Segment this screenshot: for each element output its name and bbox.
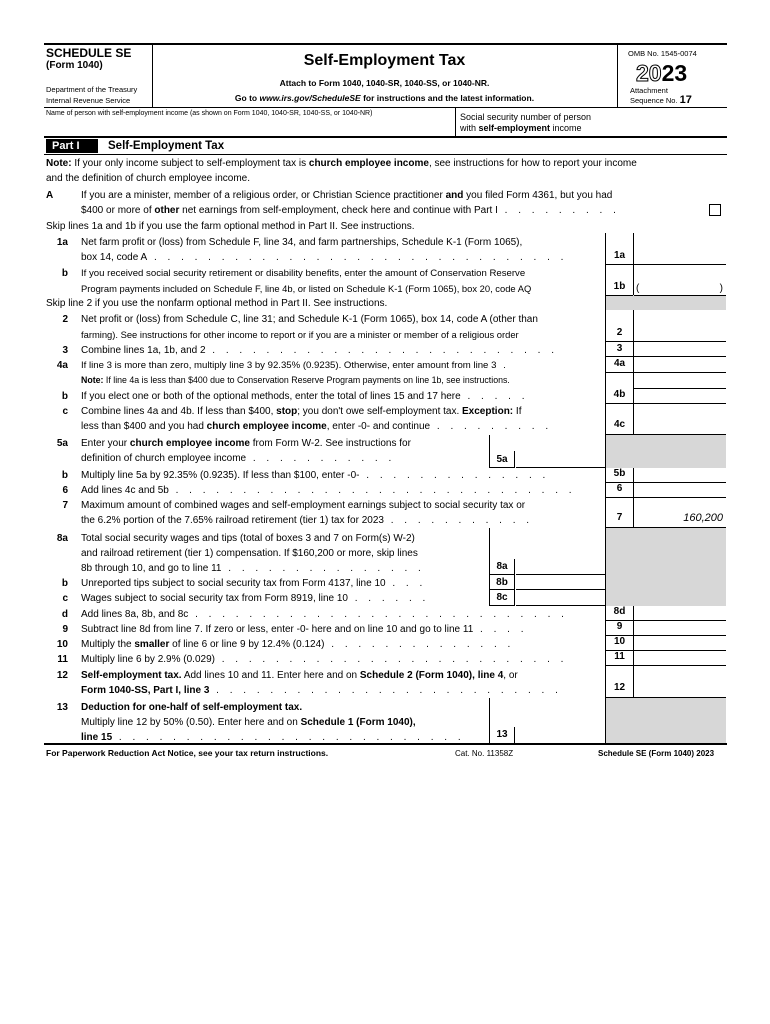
- skip-note-2: Skip line 2 if you use the nonfarm optional method in Part II. See instructions.: [46, 298, 388, 309]
- line-8c-number: c: [62, 593, 68, 604]
- line-4c-number: c: [62, 406, 68, 417]
- line-13-text1: Deduction for one-half of self-employment tax.: [81, 702, 303, 713]
- line-5a-amount[interactable]: [516, 451, 605, 468]
- note-line2: and the definition of church employee income.: [46, 173, 251, 184]
- attachment-label: Attachment: [630, 86, 668, 95]
- omb-number: OMB No. 1545-0074: [628, 49, 697, 58]
- line-11-number: 11: [57, 654, 68, 665]
- line-8d-number: d: [61, 609, 68, 620]
- part-top-rule: [44, 136, 727, 138]
- line-2-box: 2: [606, 327, 633, 342]
- part-title: Self-Employment Tax: [108, 140, 225, 152]
- line-1a-text1: Net farm profit or (loss) from Schedule F, line 34, and farm partnerships, Schedule K-1 (Form 1065),: [81, 237, 523, 248]
- line-a-text2: $400 or more of other net earnings from self-employment, check here and continue with Part I . . . . . . . . .: [81, 205, 620, 216]
- line-6-text: Add lines 4c and 5b . . . . . . . . . . . . . . . . . . . . . . . . . . . . . .: [81, 485, 576, 496]
- line-4c-amount[interactable]: [634, 419, 726, 435]
- line-1b-box: 1b: [606, 281, 633, 296]
- line-11-box: 11: [606, 651, 633, 666]
- line-8d-text: Add lines 8a, 8b, and 8c . . . . . . . . . . . . . . . . . . . . . . . . . . . .: [81, 609, 568, 620]
- footer-paperwork: For Paperwork Reduction Act Notice, see your tax return instructions.: [46, 748, 329, 758]
- line-8a-box: 8a: [490, 559, 515, 575]
- line-9-text: Subtract line 8d from line 7. If zero or less, enter -0- here and on line 10 and go to line 11 . . . .: [81, 624, 528, 635]
- name-input[interactable]: [46, 118, 451, 134]
- part-bottom-rule: [44, 154, 727, 155]
- line-5a-box: 5a: [490, 451, 515, 468]
- line-4c-text2: less than $400 and you had church employee income, enter -0- and continue . . . . . . . . .: [81, 421, 553, 432]
- line-8b-box: 8b: [490, 575, 515, 590]
- line-8d-box: 8d: [606, 606, 633, 621]
- line-13-number: 13: [56, 702, 68, 713]
- line-3-number: 3: [62, 345, 68, 356]
- line-4c-box: 4c: [606, 419, 633, 435]
- line-4b-box: 4b: [606, 389, 633, 404]
- line-2-number: 2: [62, 314, 68, 325]
- ssn-label1: Social security number of person: [460, 112, 592, 122]
- line-12-text1: Self-employment tax. Add lines 10 and 11. Enter here and on Schedule 2 (Form 1040), line 4, or: [81, 670, 518, 681]
- line-3-box: 3: [606, 343, 633, 357]
- line-13-box: 13: [490, 727, 515, 743]
- tax-year: 2023: [636, 60, 688, 86]
- line-8c-box: 8c: [490, 590, 515, 606]
- line-4b-amount[interactable]: [634, 389, 726, 404]
- line-3-text: Combine lines 1a, 1b, and 2 . . . . . . . . . . . . . . . . . . . . . . . . . .: [81, 345, 559, 356]
- line-3-amount[interactable]: [634, 343, 726, 357]
- line-6-amount[interactable]: [634, 483, 726, 498]
- footer-rule: [44, 743, 727, 745]
- line-11-text: Multiply line 6 by 2.9% (0.029) . . . . . . . . . . . . . . . . . . . . . . . . . .: [81, 654, 568, 665]
- line-4a-note: Note: If line 4a is less than $400 due to Conservation Reserve Program payments on line 1b, see instructions.: [81, 375, 510, 385]
- part-tag: Part I: [46, 139, 98, 153]
- line-1a-amount[interactable]: [634, 250, 726, 265]
- ssn-input[interactable]: [612, 112, 724, 134]
- line-7-box: 7: [606, 512, 633, 528]
- line-8a-number: 8a: [56, 533, 68, 544]
- line-8a-amount[interactable]: [516, 559, 605, 575]
- line-5b-number: b: [61, 470, 68, 481]
- line-6-box: 6: [606, 483, 633, 498]
- header-bottom-rule: [44, 107, 727, 108]
- line-a-text1: If you are a minister, member of a religious order, or Christian Science practitioner and you filed Form 4361, but you had: [81, 190, 613, 201]
- header-divider-right: [617, 45, 618, 107]
- line-13-text3: line 15 . . . . . . . . . . . . . . . . . . . . . . . . . .: [81, 732, 465, 743]
- shade-13: [606, 698, 726, 743]
- schedule-name: SCHEDULE SE: [46, 46, 132, 60]
- line-9-amount[interactable]: [634, 621, 726, 636]
- line-7-text2: the 6.2% portion of the 7.65% railroad retirement (tier 1) tax for 2023 . . . . . . . . . . .: [81, 515, 534, 526]
- line-4a-box: 4a: [606, 358, 633, 373]
- line-8b-text: Unreported tips subject to social security tax from Form 4137, line 10 . . .: [81, 578, 427, 589]
- footer-form: Schedule SE (Form 1040) 2023: [598, 749, 715, 758]
- line-5b-text: Multiply line 5a by 92.35% (0.9235). If less than $100, enter -0- . . . . . . . . . . . . . .: [81, 470, 550, 481]
- dept-line2: Internal Revenue Service: [46, 96, 131, 105]
- line-11-amount[interactable]: [634, 651, 726, 666]
- ssn-divider: [455, 107, 456, 136]
- line-10-number: 10: [56, 639, 68, 650]
- line-12-amount[interactable]: [634, 682, 726, 698]
- line-8a-text3: 8b through 10, and go to line 11 . . . . . . . . . . . . . . .: [81, 563, 425, 574]
- line-8a-text2: and railroad retirement (tier 1) compensation. If $160,200 or more, skip lines: [81, 548, 418, 559]
- form-number: (Form 1040): [46, 60, 103, 71]
- line-7-amount: 160,200: [634, 512, 726, 528]
- header-top-rule: [44, 43, 727, 45]
- line-5a-number: 5a: [56, 438, 68, 449]
- line-8c-amount[interactable]: [516, 590, 605, 606]
- line-8a-text1: Total social security wages and tips (total of boxes 3 and 7 on Form(s) W-2): [81, 533, 415, 544]
- line-5a-text2: definition of church employee income . . . . . . . . . . .: [81, 453, 396, 464]
- line-7-number: 7: [62, 500, 68, 511]
- footer-cat: Cat. No. 11358Z: [455, 749, 514, 758]
- line-1a-number: 1a: [56, 237, 68, 248]
- line-2-text2: farming). See instructions for other income to report or if you are a minister or member of a religious order: [81, 329, 519, 340]
- line-4b-text: If you elect one or both of the optional methods, enter the total of lines 15 and 17 here . . . . .: [81, 391, 529, 402]
- line-12-box: 12: [606, 682, 633, 698]
- shade-8abc: [606, 528, 726, 606]
- shade-5a: [606, 435, 726, 468]
- line-12-text2: Form 1040-SS, Part I, line 3 . . . . . . . . . . . . . . . . . . . . . . . . . .: [81, 685, 562, 696]
- line-1a-text2: box 14, code A . . . . . . . . . . . . . . . . . . . . . . . . . . . . . . .: [81, 252, 568, 263]
- line-8c-text: Wages subject to social security tax from Form 8919, line 10 . . . . . .: [81, 593, 430, 604]
- line-4a-amount[interactable]: [634, 358, 726, 373]
- line-10-amount[interactable]: [634, 636, 726, 651]
- skip-note-1: Skip lines 1a and 1b if you use the farm optional method in Part II. See instructions.: [46, 221, 415, 232]
- line-9-number: 9: [62, 624, 68, 635]
- line-8b-amount[interactable]: [516, 575, 605, 590]
- line-1b-amount[interactable]: ( ): [634, 281, 726, 296]
- shade-skip2: [606, 295, 726, 310]
- line-1b-text2: Program payments included on Schedule F, line 4b, or listed on Schedule K-1 (Form 1065), box 20, code AQ: [81, 283, 532, 294]
- attach-line: Attach to Form 1040, 1040-SR, 1040-SS, or 1040-NR.: [279, 78, 490, 88]
- line-4c-text1: Combine lines 4a and 4b. If less than $400, stop; you don't owe self-employment tax. Exception: If: [81, 406, 522, 417]
- line-a-checkbox[interactable]: [709, 204, 721, 216]
- sequence-label: Sequence No. 17: [630, 94, 692, 106]
- line-4b-number: b: [61, 391, 68, 402]
- line-5b-amount[interactable]: [634, 468, 726, 483]
- line-1b-text1: If you received social security retirement or disability benefits, enter the amount of Conservation Reserve: [81, 268, 526, 279]
- line-a-number: A: [46, 190, 54, 201]
- line-1b-number: b: [61, 268, 68, 279]
- name-label: Name of person with self-employment income (as shown on Form 1040, 1040-SR, 1040-SS, or 1040-NR): [46, 110, 373, 117]
- line-10-text: Multiply the smaller of line 6 or line 9 by 12.4% (0.124) . . . . . . . . . . . . . .: [81, 639, 515, 650]
- line-10-box: 10: [606, 636, 633, 651]
- goto-line: Go to www.irs.gov/ScheduleSE for instructions and the latest information.: [234, 93, 535, 103]
- line-9-box: 9: [606, 621, 633, 636]
- line-6-number: 6: [62, 485, 68, 496]
- line-7-text1: Maximum amount of combined wages and self-employment earnings subject to social security tax or: [81, 500, 526, 511]
- line-13-amount[interactable]: [516, 727, 605, 743]
- dept-line1: Department of the Treasury: [46, 85, 138, 94]
- line-1a-box: 1a: [606, 250, 633, 265]
- ssn-label2: with self-employment income: [460, 123, 582, 133]
- line-4a-number: 4a: [56, 360, 68, 371]
- line-4a-text: If line 3 is more than zero, multiply line 3 by 92.35% (0.9235). Otherwise, enter amount from line 3 .: [81, 360, 510, 371]
- note-line1: Note: If your only income subject to self-employment tax is church employee income, see instructions for how to report your income: [46, 158, 637, 169]
- line-13-text2: Multiply line 12 by 50% (0.50). Enter here and on Schedule 1 (Form 1040),: [81, 717, 416, 728]
- line-2-text1: Net profit or (loss) from Schedule C, line 31; and Schedule K-1 (Form 1065), box 14, code A (other than: [81, 314, 538, 325]
- line-5a-text1: Enter your church employee income from Form W-2. See instructions for: [81, 438, 411, 449]
- line-12-number: 12: [56, 670, 68, 681]
- form-title: Self-Employment Tax: [303, 52, 466, 69]
- line-8b-number: b: [61, 578, 68, 589]
- line-8d-amount[interactable]: [634, 606, 726, 621]
- line-5b-box: 5b: [606, 468, 633, 483]
- line-2-amount[interactable]: [634, 327, 726, 342]
